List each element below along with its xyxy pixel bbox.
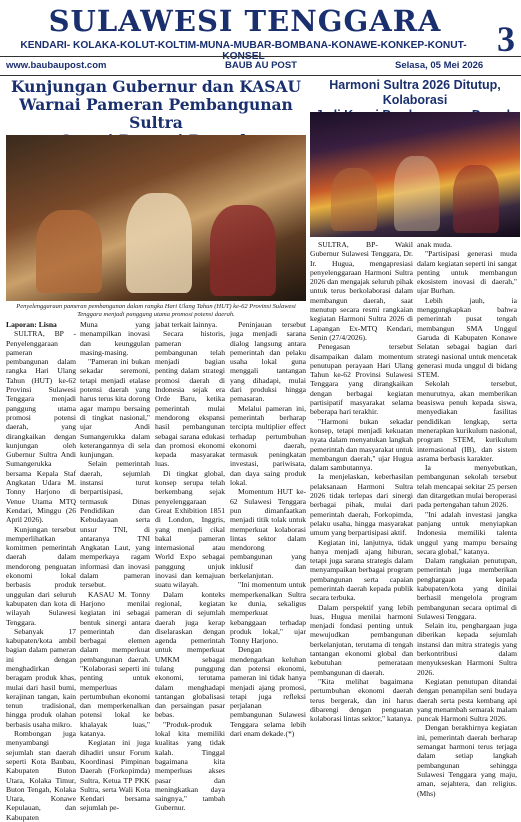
paragraph: SULTRA, BP- Wakil Gubernur Sulawesi Tenggara, Dr. Ir. Hugua, mengapresiasi penyelenggaraan Harmoni Sultra 2026 dan mengajak seluruh pihak untuk terus berkolaborasi dalam membangun daerah, saat menutup secara resmi rangkaian kegiatan Harmoni Sultra 2026 di Lapangan Ex-MTQ Kendari, Senin (27/4/2026). xyxy=(310,240,413,342)
paragraph: Peninjauan tersebut juga menjadi sarana dialog langsung antara pemerintah dan pelaku usaha lokal guna menggali tantangan yang dihadapi, mulai dari produksi hingga pemasaran. xyxy=(230,320,306,404)
paragraph: Melalui pameran ini, pemerintah berharap tercipta multiplier effect terhadap pertumbuhan ekonomi daerah, termasuk peningkatan investasi, pariwisata, dan daya saing produk lokal. xyxy=(230,403,306,488)
paragraph: Muna yang menampilkan inovasi dan keunggulan masing-masing. xyxy=(80,320,150,357)
paragraph: "Ini adalah investasi jangka panjang untuk menyiapkan Indonesia memiliki talenta unggul yang mampu bersaing secara global," katanya. xyxy=(417,509,517,556)
paragraph: SULTRA, BP - Penyelenggaraan pameran pembangunan dalam rangka Hari Ulang Tahun (HUT) ke-62 Provinsi Sulawesi Tenggara menjadi panggung utama promosi potensi daerah, yang dirangkaikan dengan kunjungan oleh Gubernur Sultra Andi Sumangerukka bersama Kepala Staf Angkatan Udara M. Tonny Harjono di Venue Utama MTQ Kendari, Minggu (26 April 2026). xyxy=(6,329,76,525)
right-article-photo xyxy=(310,112,520,237)
paragraph: Ia menjelaskan, keberhasilan pelaksanaan Harmoni Sultra 2026 tidak terlepas dari sinergi berbagai pihak, mulai dari pemerintah daerah, Forkopimda, pelaku usaha, hingga masyarakat umum yang berpartisipasi aktif. xyxy=(310,472,413,538)
paragraph: Selain itu, penghargaan juga diberikan kepada sejumlah instansi dan mitra strategis yang berkontribusi dalam menyukseskan Harmoni Sultra 2026. xyxy=(417,621,517,677)
paragraph: Ia menyebutkan, pembangunan sekolah tersebut telah mencapai sekitar 25 persen dan ditargetkan mulai beroperasi pada pertengahan tahun 2026. xyxy=(417,463,517,510)
paragraph: Kegiatan penutupan ditandai dengan penampilan seni budaya daerah serta pesta kembang api yang menambah semarak malam puncak Harmoni Sultra 2026. xyxy=(417,676,517,724)
paragraph: "Harmoni bukan sekadar konsep, tetapi menjadi kekuatan nyata dalam menyatukan langkah pemerintah dan masyarakat untuk membangun daerah," ujar Hugua dalam sambutannya. xyxy=(310,416,413,473)
left-col-3 xyxy=(155,320,225,813)
left-photo-caption: Penyelenggaraan pameran pembangunan dalam rangka Hari Ulang Tahun (HUT) ke-62 Provinsi Sulawesi Tenggara menjadi panggung utama promosi potensi daerah. xyxy=(16,303,296,318)
paragraph: "Pameran ini bukan sekadar seremoni, tetapi menjadi etalase potensi daerah yang harus terus kita dorong agar mampu bersaing di tingkat nasional," ujar Andi Sumangerukka dalam keterangannya di sela kunjungan. xyxy=(80,357,150,460)
paragraph: anak muda. xyxy=(417,240,453,249)
right-headline-line: Harmoni Sultra 2026 Ditutup, Kolaborasi xyxy=(329,78,501,107)
right-col-1 xyxy=(310,240,413,798)
website-link[interactable]: www.baubaupost.com xyxy=(6,60,107,71)
paragraph: "Partisipasi generasi muda dalam kegiatan seperti ini sangat penting untuk membangun ekosistem inovasi di daerah," ujar Burhan. xyxy=(417,249,517,296)
paragraph: Momentum HUT ke-62 Sulawesi Tenggara pun dimanfaatkan menjadi titik tolak untuk memperkuat kolaborasi lintas sektor dalam mendorong pembangunan yang inklusif dan berkelanjutan. xyxy=(230,487,306,581)
paragraph: Dengan berakhirnya kegiatan ini, pemerintah daerah berharap semangat harmoni terus terjaga dalam setiap langkah pembangunan sehingga Sulawesi Tenggara yang maju, aman, sejahtera, dan religius. (Mhs) xyxy=(417,723,517,798)
issue-date: Selasa, 05 Mei 2026 xyxy=(395,60,484,71)
left-headline-line: Kunjungan Gubernur dan KASAU xyxy=(11,77,301,96)
paragraph: Dengan mendengarkan keluhan dan potensi ekonomi, pameran ini tidak hanya menjadi ajang promosi, tetapi juga refleksi perjalanan pembangunan Sulawesi Tenggara selama lebih dari enam dekade.(*) xyxy=(230,645,306,739)
paragraph: Penegasan tersebut disampaikan dalam momentum penutupan perayaan Hari Ulang Tahun ke-62 Provinsi Sulawesi Tenggara yang dirangkaikan dengan berbagai kegiatan partisipatif masyarakat selama beberapa hari terakhir. xyxy=(310,342,413,417)
paper-name: BAUB AU POST xyxy=(225,60,297,71)
paragraph: Rombongan juga menyambangi sejumlah stan daerah seperti Kota Baubau, Kabupaten Buton Utara, Kolaka Timur, Buton Tengah, Kolaka Utara, Konawe Kepulauan, dan Kabupaten xyxy=(6,729,76,822)
info-bar xyxy=(0,56,521,76)
paragraph: Dalam konteks regional, kegiatan pameran di sejumlah daerah juga kerap diselaraskan dengan agenda pemerintah untuk memperkuat UMKM sebagai tulang punggung ekonomi, terutama dalam menghadapi tantangan globalisasi dan persaingan pasar bebas. xyxy=(155,589,225,720)
paragraph: Selain pemerintah daerah, sejumlah instansi turut berpartisipasi, termasuk Dinas Pendidikan dan Kebudayaan serta unsur TNI, di antaranya TNI Angkatan Laut, yang memperkaya ragam informasi dan inovasi dalam pameran tersebut. xyxy=(80,459,150,590)
paragraph: Dalam rangkaian penutupan, pemerintah juga memberikan penghargaan kepada kabupaten/kota yang dinilai berhasil mengelola program pembangunan secara optimal di Sulawesi Tenggara. xyxy=(417,556,517,621)
left-col-4 xyxy=(230,320,306,798)
paragraph: Di tingkat global, konsep serupa telah berkembang sejak penyelenggaraan Great Exhibition 1851 di London, Inggris, yang menjadi cikal bakal pameran internasional atau World Expo sebagai panggung unjuk inovasi dan kemajuan suatu wilayah. xyxy=(155,468,225,590)
left-article-photo xyxy=(6,135,306,301)
page-number: 3 xyxy=(497,19,515,59)
paragraph: Kunjungan tersebut memperlihatkan komitmen pemerintah daerah dalam mendorong penguatan ekonomi lokal berbasis produk unggulan dari seluruh kabupaten dan kota di wilayah Sulawesi Tenggara. xyxy=(6,524,76,627)
masthead-title: SULAWESI TENGGARA xyxy=(48,4,442,38)
paragraph: Sebanyak 17 kabupaten/kota ambil bagian dalam pameran ini dengan menghadirkan beragam produk khas, mulai dari hasil bumi, kerajinan tangan, kain tenun tradisional, hingga produk olahan berbasis usaha mikro. xyxy=(6,626,76,729)
masthead-regions: KENDARI- KOLAKA-KOLUT-KOLTIM-MUNA-MUBAR-BOMBANA-KONAWE-KONKEP-KONUT-KONSEL xyxy=(20,40,467,62)
paragraph: Secara historis, pameran pembangunan telah menjadi bagian penting dalam strategi promosi daerah di Indonesia sejak era Orde Baru, ketika pemerintah mulai mendorong ekspansi hasil pembangunan sebagai sarana edukasi dan promosi ekonomi kepada masyarakat luas. xyxy=(155,329,225,469)
left-headline-line: Warnai Pameran Pembangunan Sultra xyxy=(19,95,293,132)
paragraph: Sekolah tersebut, menurutnya, akan memberikan beasiswa penuh kepada siswa, menyediakan fasilitas pendidikan lengkap, serta menerapkan kurikulum nasional, program STEM, kurikulum internasional (IB), dan sistem asrama berbasis karakter. xyxy=(417,379,517,463)
paragraph: jabat terkait lainnya. xyxy=(155,320,218,329)
right-col-2 xyxy=(417,240,517,798)
paragraph: "Ini momentum untuk memperkenalkan Sultra ke dunia, sekaligus memperkuat kebanggaan terhadap produk lokal," ujar Tonny Harjono. xyxy=(230,580,306,646)
paragraph: Kegiatan ini, lanjutnya, tidak hanya menjadi ajang hiburan, tetapi juga sarana strategis dalam menyampaikan berbagai program pembangunan serta capaian pemerintah daerah kepada publik secara terbuka. xyxy=(310,537,413,603)
paragraph: "Produk-produk lokal kita memiliki kualitas yang tidak kalah. Tinggal bagaimana kita memperluas akses pasar dan meningkatkan daya saingnya," tambah Gubernur. xyxy=(155,719,225,813)
reporter: Laporan: Lisna xyxy=(6,320,57,329)
left-col-2 xyxy=(80,320,150,813)
paragraph: "Kita melihat bagaimana pertumbuhan ekonomi daerah terus bergerak, dan ini harus dibarengi dengan penguatan kolaborasi lintas sektor," katanya. xyxy=(310,676,413,724)
left-col-1 xyxy=(6,320,76,822)
paragraph: KASAU M. Tonny Harjono menilai kegiatan ini sebagai bentuk sinergi antara pemerintah dan berbagai elemen dalam memperkuat pembangunan daerah. "Kolaborasi seperti ini penting untuk memperluas pertumbuhan ekonomi dan memperkenalkan potensi lokal ke khalayak luas," katanya. xyxy=(80,589,150,739)
masthead xyxy=(0,0,521,78)
paragraph: Lebih jauh, ia menggungkapkan bahwa pemerintah pusat tengah membangun SMA Unggul Garuda di Kabupaten Konawe Selatan sebagai bagian dari strategi nasional untuk mencetak generasi muda unggul di bidang STEM. xyxy=(417,295,517,380)
paragraph: Dalam perspektif yang lebih luas, Hugua menilai harmoni menjadi fondasi penting untuk mewujudkan pembangunan berkelanjutan, terutama di tengah tantangan ekonomi global dan kebutuhan pemerataan pembangunan di daerah. xyxy=(310,602,413,677)
paragraph: Kegiatan ini juga dihadiri unsur Forum Koordinasi Pimpinan Daerah (Forkopimda) Sultra, Ketua TP PKK Sultra, serta Wali Kota Kendari bersama sejumlah pe- xyxy=(80,738,150,813)
